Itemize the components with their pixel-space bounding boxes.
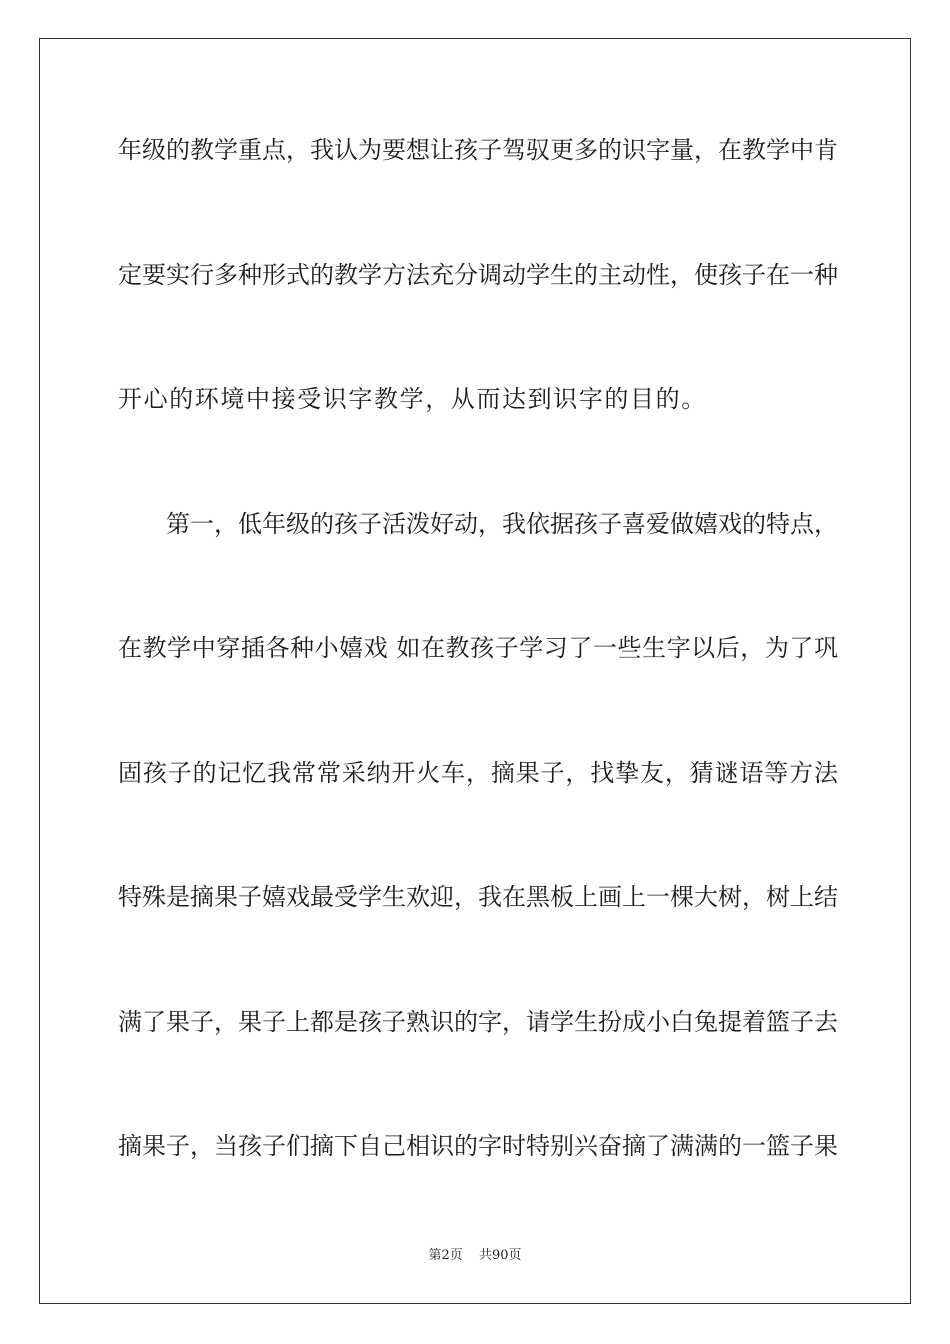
text-line-8: 满了果子，果子上都是孩子熟识的字，请学生扮成小白兔提着篮子去 [118, 1008, 838, 1036]
text-line-3: 开心的环境中接受识字教学，从而达到识字的目的。 [118, 385, 707, 413]
page-number: 第2页 [428, 1248, 463, 1263]
text-line-2: 定要实行多种形式的教学方法充分调动学生的主动性，使孩子在一种 [118, 261, 838, 289]
text-line-5: 在教学中穿插各种小嬉戏 如在教孩子学习了一些生字以后，为了巩 [118, 634, 838, 662]
text-line-1: 年级的教学重点，我认为要想让孩子驾驭更多的识字量，在教学中肯 [118, 136, 838, 164]
text-line-9: 摘果子，当孩子们摘下自己相识的字时特别兴奋摘了满满的一篮子果 [118, 1132, 838, 1160]
text-line-7: 特殊是摘果子嬉戏最受学生欢迎，我在黑板上画上一棵大树，树上结 [118, 883, 838, 911]
text-line-4-paragraph-start: 第一，低年级的孩子活泼好动，我依据孩子喜爱做嬉戏的特点， [118, 510, 838, 538]
page-total: 共90页 [478, 1248, 522, 1263]
page-border [39, 38, 911, 1304]
page-footer [0, 1248, 950, 1264]
text-line-6: 固孩子的记忆我常常采纳开火车，摘果子，找挚友，猜谜语等方法 [118, 759, 838, 787]
